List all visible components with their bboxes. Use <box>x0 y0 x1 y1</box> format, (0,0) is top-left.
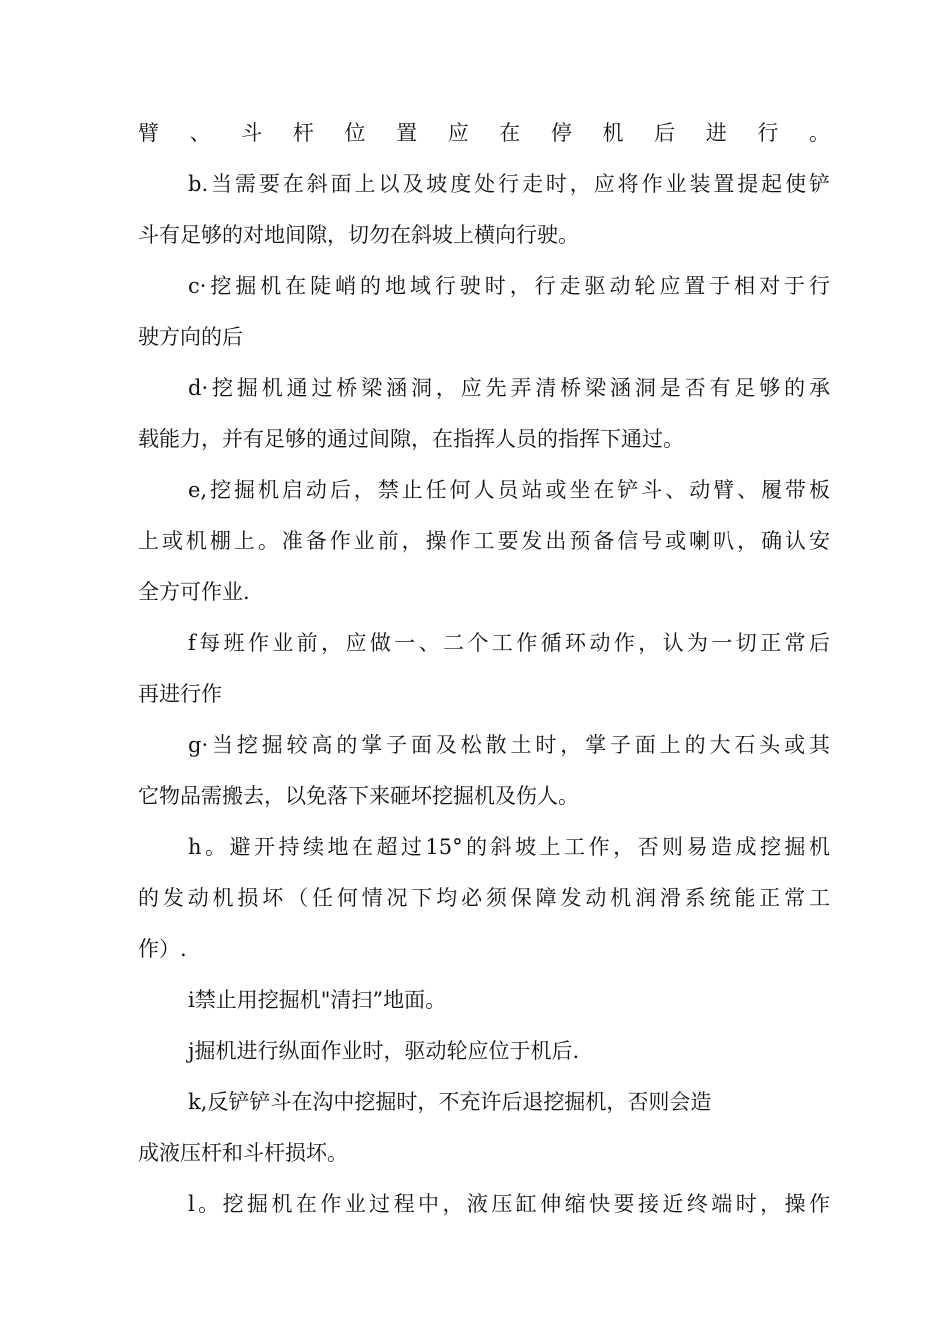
paragraph-line: l。挖掘机在作业过程中，液压缸伸缩快要接近终端时，操作 <box>188 1192 830 1216</box>
paragraph-line: h。避开持续地在超过15°的斜坡上工作，否则易造成挖掘机 <box>188 835 830 859</box>
paragraph-line: 作）. <box>138 937 187 961</box>
paragraph-line: d·挖掘机通过桥梁涵洞，应先弄清桥梁涵洞是否有足够的承 <box>188 376 830 400</box>
paragraph-line: 再进行作 <box>138 682 222 706</box>
paragraph-line: k,反铲铲斗在沟中挖掘时，不充许后退挖掘机，否则会造 <box>188 1090 712 1114</box>
paragraph-line: 载能力，并有足够的通过间隙，在指挥人员的指挥下通过。 <box>138 427 684 451</box>
paragraph-line: 的发动机损坏（任何情况下均必须保障发动机润滑系统能正常工 <box>138 886 830 910</box>
paragraph-line: j掘机进行纵面作业时，驱动轮应位于机后. <box>188 1039 580 1063</box>
paragraph-line: i禁止用挖掘机"清扫”地面。 <box>188 988 447 1012</box>
paragraph-line: 臂、斗杆位置应在停机后进行。 <box>138 121 830 145</box>
paragraph-line: g·当挖掘较高的掌子面及松散土时，掌子面上的大石头或其 <box>188 733 830 757</box>
paragraph-line: 它物品需搬去，以免落下来砸坏挖掘机及伤人。 <box>138 784 579 808</box>
paragraph-line: 上或机棚上。准备作业前，操作工要发出预备信号或喇叭，确认安 <box>138 529 830 553</box>
paragraph-line: f每班作业前，应做一、二个工作循环动作，认为一切正常后 <box>188 631 830 655</box>
paragraph-line: e,挖掘机启动后，禁止任何人员站或坐在铲斗、动臂、履带板 <box>188 478 830 502</box>
document-body <box>138 108 830 1230</box>
paragraph-line: 成液压杆和斗杆损坏。 <box>138 1141 348 1165</box>
paragraph-line: 斗有足够的对地间隙，切勿在斜坡上横向行驶。 <box>138 223 579 247</box>
paragraph-line: 全方可作业. <box>138 580 250 604</box>
paragraph-line: 驶方向的后 <box>138 325 243 349</box>
paragraph-line: c·挖掘机在陡峭的地域行驶时，行走驱动轮应置于相对于行 <box>188 274 830 298</box>
paragraph-line: b.当需要在斜面上以及坡度处行走时，应将作业装置提起使铲 <box>188 172 830 196</box>
